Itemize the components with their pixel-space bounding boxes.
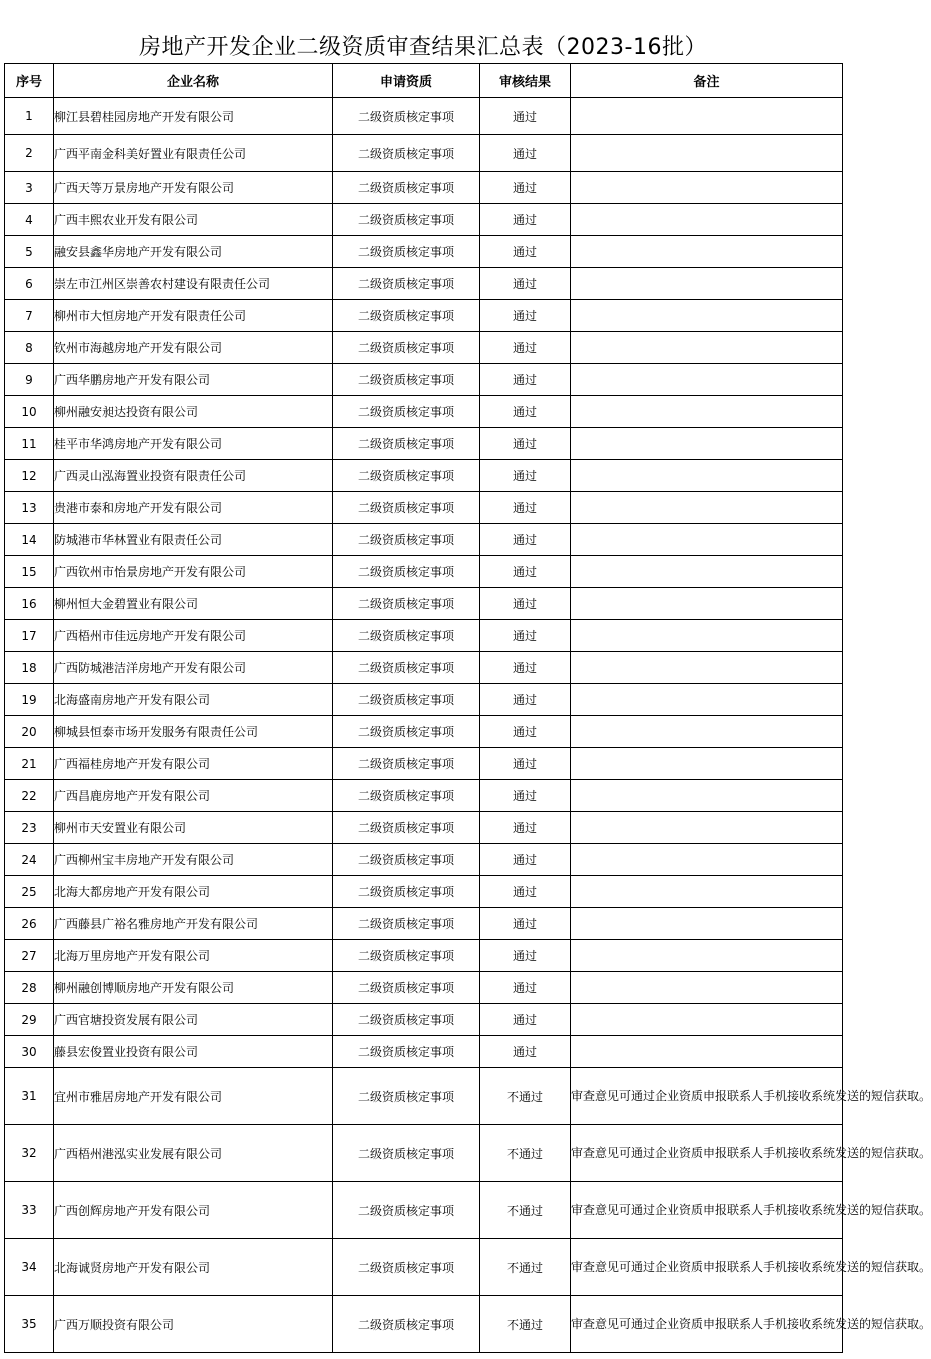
row-number-cell: 32 (5, 1125, 54, 1182)
company-name-cell: 柳州市大恒房地产开发有限责任公司 (54, 300, 333, 332)
company-name-cell: 广西钦州市怡景房地产开发有限公司 (54, 556, 333, 588)
company-name-cell: 宜州市雅居房地产开发有限公司 (54, 1068, 333, 1125)
table-row (5, 236, 843, 268)
company-name-cell: 崇左市江州区崇善农村建设有限责任公司 (54, 268, 333, 300)
company-name-cell: 北海大都房地产开发有限公司 (54, 876, 333, 908)
page-title: 房地产开发企业二级资质审查结果汇总表（2023-16批） (139, 35, 707, 60)
note-cell (571, 98, 843, 135)
company-name-cell: 柳州恒大金碧置业有限公司 (54, 588, 333, 620)
note-cell (571, 652, 843, 684)
qualification-cell: 二级资质核定事项 (333, 332, 480, 364)
result-cell: 通过 (480, 908, 571, 940)
note-cell (571, 268, 843, 300)
qualification-cell: 二级资质核定事项 (333, 748, 480, 780)
qualification-cell: 二级资质核定事项 (333, 396, 480, 428)
note-cell (571, 492, 843, 524)
qualification-cell: 二级资质核定事项 (333, 972, 480, 1004)
qualification-cell: 二级资质核定事项 (333, 460, 480, 492)
row-number-cell: 15 (5, 556, 54, 588)
result-cell: 通过 (480, 620, 571, 652)
result-cell: 通过 (480, 98, 571, 135)
table-row (5, 268, 843, 300)
row-number-cell: 27 (5, 940, 54, 972)
qualification-cell: 二级资质核定事项 (333, 780, 480, 812)
qualification-cell: 二级资质核定事项 (333, 1182, 480, 1239)
table-row (5, 1004, 843, 1036)
row-number-cell: 23 (5, 812, 54, 844)
note-cell (571, 620, 843, 652)
note-cell (571, 748, 843, 780)
table-row (5, 652, 843, 684)
note-cell (571, 812, 843, 844)
qualification-cell: 二级资质核定事项 (333, 1296, 480, 1353)
company-name-cell: 柳江县碧桂园房地产开发有限公司 (54, 98, 333, 135)
qualification-cell: 二级资质核定事项 (333, 652, 480, 684)
row-number-cell: 17 (5, 620, 54, 652)
note-cell (571, 844, 843, 876)
note-cell (571, 1004, 843, 1036)
company-name-cell: 北海盛南房地产开发有限公司 (54, 684, 333, 716)
table-row (5, 1239, 843, 1296)
row-number-cell: 21 (5, 748, 54, 780)
table-row (5, 428, 843, 460)
table-row (5, 1036, 843, 1068)
table-row (5, 780, 843, 812)
note-cell (571, 716, 843, 748)
note-cell: 审查意见可通过企业资质申报联系人手机接收系统发送的短信获取。 (571, 1125, 843, 1182)
row-number-cell: 29 (5, 1004, 54, 1036)
company-name-cell: 广西藤县广裕名雅房地产开发有限公司 (54, 908, 333, 940)
qualification-cell: 二级资质核定事项 (333, 268, 480, 300)
qualification-cell: 二级资质核定事项 (333, 812, 480, 844)
qualification-cell: 二级资质核定事项 (333, 1125, 480, 1182)
result-cell: 通过 (480, 556, 571, 588)
company-name-cell: 广西天等万景房地产开发有限公司 (54, 172, 333, 204)
table-row (5, 972, 843, 1004)
note-cell (571, 908, 843, 940)
note-cell (571, 236, 843, 268)
result-cell: 通过 (480, 684, 571, 716)
note-cell (571, 940, 843, 972)
note-cell (571, 460, 843, 492)
note-cell (571, 428, 843, 460)
qualification-cell: 二级资质核定事项 (333, 492, 480, 524)
qualification-cell: 二级资质核定事项 (333, 1068, 480, 1125)
qualification-cell: 二级资质核定事项 (333, 1239, 480, 1296)
note-cell (571, 876, 843, 908)
row-number-cell: 9 (5, 364, 54, 396)
result-cell: 通过 (480, 1004, 571, 1036)
note-cell (571, 1036, 843, 1068)
note-cell (571, 300, 843, 332)
table-row (5, 1182, 843, 1239)
row-number-cell: 24 (5, 844, 54, 876)
note-cell (571, 396, 843, 428)
qualification-cell: 二级资质核定事项 (333, 524, 480, 556)
company-name-cell: 广西创辉房地产开发有限公司 (54, 1182, 333, 1239)
result-cell: 通过 (480, 492, 571, 524)
result-cell: 通过 (480, 268, 571, 300)
table-row (5, 300, 843, 332)
header-note: 备注 (571, 64, 843, 98)
result-cell: 通过 (480, 236, 571, 268)
company-name-cell: 广西丰熙农业开发有限公司 (54, 204, 333, 236)
row-number-cell: 31 (5, 1068, 54, 1125)
row-number-cell: 35 (5, 1296, 54, 1353)
qualification-cell: 二级资质核定事项 (333, 204, 480, 236)
result-cell: 通过 (480, 876, 571, 908)
row-number-cell: 33 (5, 1182, 54, 1239)
qualification-cell: 二级资质核定事项 (333, 1004, 480, 1036)
note-cell (571, 364, 843, 396)
qualification-cell: 二级资质核定事项 (333, 684, 480, 716)
table-row (5, 940, 843, 972)
table-row (5, 492, 843, 524)
row-number-cell: 5 (5, 236, 54, 268)
company-name-cell: 柳州融安昶达投资有限公司 (54, 396, 333, 428)
qualification-cell: 二级资质核定事项 (333, 876, 480, 908)
row-number-cell: 34 (5, 1239, 54, 1296)
row-number-cell: 30 (5, 1036, 54, 1068)
company-name-cell: 北海万里房地产开发有限公司 (54, 940, 333, 972)
company-name-cell: 广西华鹏房地产开发有限公司 (54, 364, 333, 396)
table-row (5, 684, 843, 716)
company-name-cell: 融安县鑫华房地产开发有限公司 (54, 236, 333, 268)
row-number-cell: 25 (5, 876, 54, 908)
company-name-cell: 广西灵山泓海置业投资有限责任公司 (54, 460, 333, 492)
qualification-cell: 二级资质核定事项 (333, 236, 480, 268)
qualification-cell: 二级资质核定事项 (333, 716, 480, 748)
company-name-cell: 藤县宏俊置业投资有限公司 (54, 1036, 333, 1068)
note-cell (571, 780, 843, 812)
row-number-cell: 3 (5, 172, 54, 204)
result-cell: 不通过 (480, 1296, 571, 1353)
result-cell: 通过 (480, 172, 571, 204)
note-cell (571, 204, 843, 236)
table-row (5, 716, 843, 748)
note-cell: 审查意见可通过企业资质申报联系人手机接收系统发送的短信获取。 (571, 1296, 843, 1353)
result-cell: 通过 (480, 332, 571, 364)
table-row (5, 396, 843, 428)
row-number-cell: 19 (5, 684, 54, 716)
row-number-cell: 12 (5, 460, 54, 492)
table-row (5, 556, 843, 588)
table-row (5, 588, 843, 620)
note-cell (571, 556, 843, 588)
row-number-cell: 4 (5, 204, 54, 236)
row-number-cell: 18 (5, 652, 54, 684)
header-result: 审核结果 (480, 64, 571, 98)
company-name-cell: 广西梧州港泓实业发展有限公司 (54, 1125, 333, 1182)
company-name-cell: 广西福桂房地产开发有限公司 (54, 748, 333, 780)
table-row (5, 812, 843, 844)
company-name-cell: 防城港市华林置业有限责任公司 (54, 524, 333, 556)
qualification-cell: 二级资质核定事项 (333, 172, 480, 204)
company-name-cell: 桂平市华鸿房地产开发有限公司 (54, 428, 333, 460)
note-cell: 审查意见可通过企业资质申报联系人手机接收系统发送的短信获取。 (571, 1182, 843, 1239)
note-cell (571, 172, 843, 204)
result-cell: 通过 (480, 135, 571, 172)
result-cell: 通过 (480, 972, 571, 1004)
qualification-cell: 二级资质核定事项 (333, 556, 480, 588)
row-number-cell: 16 (5, 588, 54, 620)
result-cell: 不通过 (480, 1182, 571, 1239)
company-name-cell: 贵港市泰和房地产开发有限公司 (54, 492, 333, 524)
table-row (5, 908, 843, 940)
company-name-cell: 北海诚贤房地产开发有限公司 (54, 1239, 333, 1296)
table-row (5, 844, 843, 876)
result-cell: 通过 (480, 364, 571, 396)
result-cell: 通过 (480, 748, 571, 780)
qualification-cell: 二级资质核定事项 (333, 620, 480, 652)
table-row (5, 620, 843, 652)
row-number-cell: 20 (5, 716, 54, 748)
header-qualification: 申请资质 (333, 64, 480, 98)
table-row (5, 1125, 843, 1182)
result-cell: 通过 (480, 812, 571, 844)
table-row (5, 1296, 843, 1353)
company-name-cell: 柳州市天安置业有限公司 (54, 812, 333, 844)
qualification-cell: 二级资质核定事项 (333, 300, 480, 332)
result-cell: 通过 (480, 652, 571, 684)
table-row (5, 135, 843, 172)
qualification-cell: 二级资质核定事项 (333, 940, 480, 972)
qualification-cell: 二级资质核定事项 (333, 588, 480, 620)
result-cell: 通过 (480, 428, 571, 460)
company-name-cell: 广西平南金科美好置业有限责任公司 (54, 135, 333, 172)
row-number-cell: 6 (5, 268, 54, 300)
qualification-cell: 二级资质核定事项 (333, 428, 480, 460)
result-cell: 通过 (480, 300, 571, 332)
note-cell (571, 588, 843, 620)
row-number-cell: 2 (5, 135, 54, 172)
row-number-cell: 13 (5, 492, 54, 524)
table-row (5, 172, 843, 204)
qualification-cell: 二级资质核定事项 (333, 135, 480, 172)
note-cell (571, 524, 843, 556)
company-name-cell: 柳城县恒泰市场开发服务有限责任公司 (54, 716, 333, 748)
qualification-cell: 二级资质核定事项 (333, 1036, 480, 1068)
row-number-cell: 14 (5, 524, 54, 556)
table-header-row (5, 64, 843, 98)
result-cell: 通过 (480, 1036, 571, 1068)
table-row (5, 1068, 843, 1125)
row-number-cell: 26 (5, 908, 54, 940)
result-cell: 通过 (480, 204, 571, 236)
result-cell: 通过 (480, 396, 571, 428)
table-row (5, 876, 843, 908)
table-row (5, 204, 843, 236)
result-cell: 通过 (480, 460, 571, 492)
result-cell: 通过 (480, 780, 571, 812)
table-row (5, 364, 843, 396)
note-cell: 审查意见可通过企业资质申报联系人手机接收系统发送的短信获取。 (571, 1239, 843, 1296)
result-cell: 不通过 (480, 1239, 571, 1296)
header-company-name: 企业名称 (54, 64, 333, 98)
note-cell (571, 332, 843, 364)
qualification-cell: 二级资质核定事项 (333, 98, 480, 135)
company-name-cell: 广西昌鹿房地产开发有限公司 (54, 780, 333, 812)
note-cell (571, 972, 843, 1004)
table-row (5, 332, 843, 364)
qualification-cell: 二级资质核定事项 (333, 844, 480, 876)
result-cell: 通过 (480, 844, 571, 876)
company-name-cell: 钦州市海越房地产开发有限公司 (54, 332, 333, 364)
note-cell (571, 684, 843, 716)
qualification-cell: 二级资质核定事项 (333, 364, 480, 396)
qualification-cell: 二级资质核定事项 (333, 908, 480, 940)
table-row (5, 98, 843, 135)
result-cell: 不通过 (480, 1068, 571, 1125)
table-body (5, 98, 931, 1353)
row-number-cell: 1 (5, 98, 54, 135)
table-row (5, 460, 843, 492)
results-table (4, 63, 931, 1353)
row-number-cell: 10 (5, 396, 54, 428)
company-name-cell: 广西柳州宝丰房地产开发有限公司 (54, 844, 333, 876)
company-name-cell: 广西防城港洁洋房地产开发有限公司 (54, 652, 333, 684)
company-name-cell: 广西万顺投资有限公司 (54, 1296, 333, 1353)
row-number-cell: 28 (5, 972, 54, 1004)
result-cell: 通过 (480, 588, 571, 620)
result-cell: 通过 (480, 940, 571, 972)
result-cell: 通过 (480, 524, 571, 556)
company-name-cell: 广西官塘投资发展有限公司 (54, 1004, 333, 1036)
table-row (5, 524, 843, 556)
row-number-cell: 11 (5, 428, 54, 460)
company-name-cell: 柳州融创博顺房地产开发有限公司 (54, 972, 333, 1004)
company-name-cell: 广西梧州市佳远房地产开发有限公司 (54, 620, 333, 652)
header-no: 序号 (5, 64, 54, 98)
row-number-cell: 8 (5, 332, 54, 364)
row-number-cell: 7 (5, 300, 54, 332)
result-cell: 不通过 (480, 1125, 571, 1182)
note-cell (571, 135, 843, 172)
table-row (5, 748, 843, 780)
row-number-cell: 22 (5, 780, 54, 812)
result-cell: 通过 (480, 716, 571, 748)
note-cell: 审查意见可通过企业资质申报联系人手机接收系统发送的短信获取。 (571, 1068, 843, 1125)
